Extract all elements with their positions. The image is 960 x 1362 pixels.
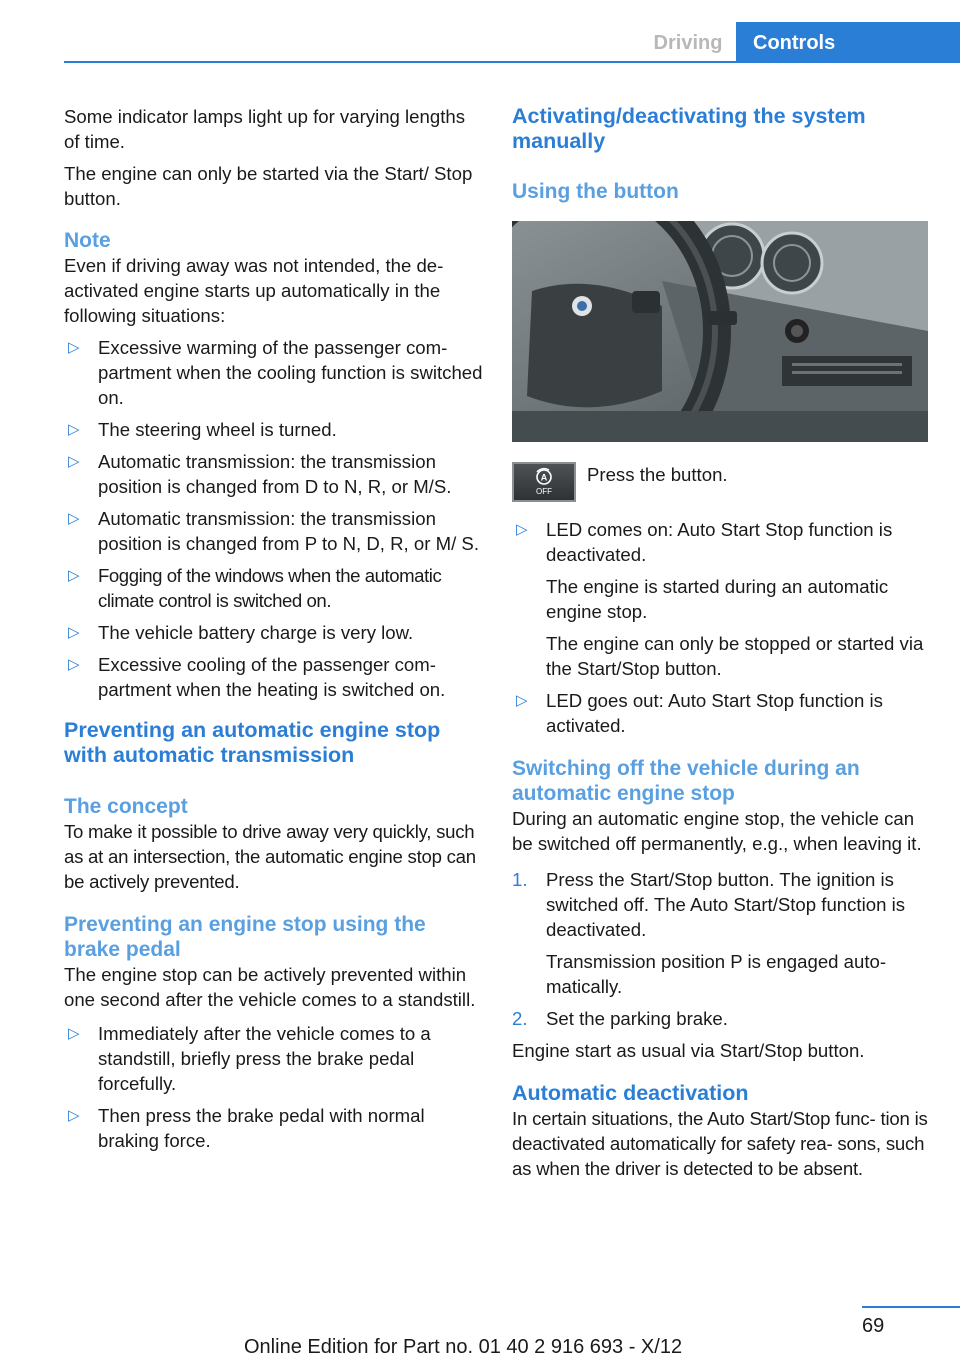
switch-text: During an automatic engine stop, the vehicle can be switched off permanently, e.g., when leaving it. <box>512 808 922 854</box>
triangle-right-icon: ▷ <box>68 421 80 438</box>
dashboard-photo <box>512 221 928 442</box>
list-item: ▷ LED comes on: Auto Start Stop function is deactivated. The engine is started during an automatic engine stop. The engine can only be stopped or started via the Start/Stop button. <box>516 519 924 679</box>
triangle-right-icon: ▷ <box>68 339 80 356</box>
header-rule <box>64 61 960 63</box>
list-item: ▷ The vehicle battery charge is very low. <box>68 622 414 643</box>
list-item: ▷ Automatic transmission: the transmission position is changed from P to N, D, R, or M/ S. <box>68 508 479 554</box>
list-item: 2. Set the parking brake. <box>512 1008 728 1029</box>
intro-paragraph: The engine can only be started via the Start/ Stop button. <box>64 163 473 209</box>
list-item: ▷ Immediately after the vehicle comes to a standstill, briefly press the brake pedal forcefully. <box>68 1023 431 1094</box>
switch-heading: Switching off the vehicle during an automatic engine stop <box>512 757 860 805</box>
triangle-right-icon: ▷ <box>516 692 528 709</box>
step-number: 2. <box>512 1008 528 1029</box>
edition-text: Online Edition for Part no. 01 40 2 916 693 - X/12 <box>244 1336 683 1358</box>
auto-text: In certain situations, the Auto Start/Stop func‐ tion is deactivated automatically for safety rea‐ sons, such as when the driver is detected to be absent. <box>512 1108 928 1179</box>
button-instruction <box>512 462 930 506</box>
steering-wheel-dashboard-illustration <box>512 221 928 442</box>
triangle-right-icon: ▷ <box>68 1025 80 1042</box>
concept-text: To make it possible to drive away very quickly, such as at an intersection, the automatic engine stop can be actively prevented. <box>64 821 476 892</box>
triangle-right-icon: ▷ <box>68 1107 80 1124</box>
list-item: ▷ Then press the brake pedal with normal braking force. <box>68 1105 425 1151</box>
list-item: ▷ Excessive cooling of the passenger com‐ partment when the heating is switched on. <box>68 654 446 700</box>
intro-paragraph: Some indicator lamps light up for varying lengths of time. <box>64 106 466 152</box>
steps-list <box>512 867 930 1031</box>
manual-heading: Activating/deactivating the system manually <box>512 104 866 153</box>
list-item: ▷ Automatic transmission: the transmission position is changed from D to N, R, or M/S. <box>68 451 452 497</box>
list-item: ▷ Fogging of the windows when the automatic climate control is switched on. <box>68 565 442 611</box>
triangle-right-icon: ▷ <box>68 624 80 641</box>
tab-driving: Driving <box>653 32 723 54</box>
note-list <box>64 335 484 702</box>
tab-controls: Controls <box>736 22 960 63</box>
auto-start-stop-off-button-icon <box>512 462 576 502</box>
button-heading: Using the button <box>512 180 679 203</box>
led-list <box>512 517 930 738</box>
left-column <box>64 104 484 1160</box>
auto-heading: Automatic deactivation <box>512 1081 749 1105</box>
note-heading: Note <box>64 229 111 252</box>
list-item: ▷ LED goes out: Auto Start Stop function is activated. <box>516 690 883 736</box>
triangle-right-icon: ▷ <box>68 656 80 673</box>
after-steps-text: Engine start as usual via Start/Stop button. <box>512 1040 865 1061</box>
svg-text:A: A <box>540 472 548 483</box>
triangle-right-icon: ▷ <box>68 510 80 527</box>
right-column <box>512 104 930 1188</box>
list-item: 1. Press the Start/Stop button. The ignition is switched off. The Auto Start/Stop function is deactivated. Transmission position P is engaged auto‐ matically. <box>512 869 906 997</box>
brake-text: The engine stop can be actively prevented within one second after the vehicle comes to a standstill. <box>64 964 476 1010</box>
prevent-heading: Preventing an automatic engine stop with automatic transmission <box>64 718 441 767</box>
list-item: ▷ The steering wheel is turned. <box>68 419 337 440</box>
footer-rule <box>862 1306 960 1308</box>
step-number: 1. <box>512 869 528 890</box>
triangle-right-icon: ▷ <box>68 567 80 584</box>
brake-list <box>64 1021 484 1153</box>
svg-text:OFF: OFF <box>536 487 552 496</box>
triangle-right-icon: ▷ <box>516 521 528 538</box>
triangle-right-icon: ▷ <box>68 453 80 470</box>
page-number: 69 <box>862 1315 885 1337</box>
note-text: Even if driving away was not intended, the de‐ activated engine starts up automatically in the following situations: <box>64 255 444 326</box>
press-caption: Press the button. <box>587 464 728 485</box>
concept-heading: The concept <box>64 795 188 818</box>
list-item: ▷ Excessive warming of the passenger com‐ partment when the cooling function is switched on. <box>68 337 483 408</box>
brake-heading: Preventing an engine stop using the brake pedal <box>64 913 426 961</box>
